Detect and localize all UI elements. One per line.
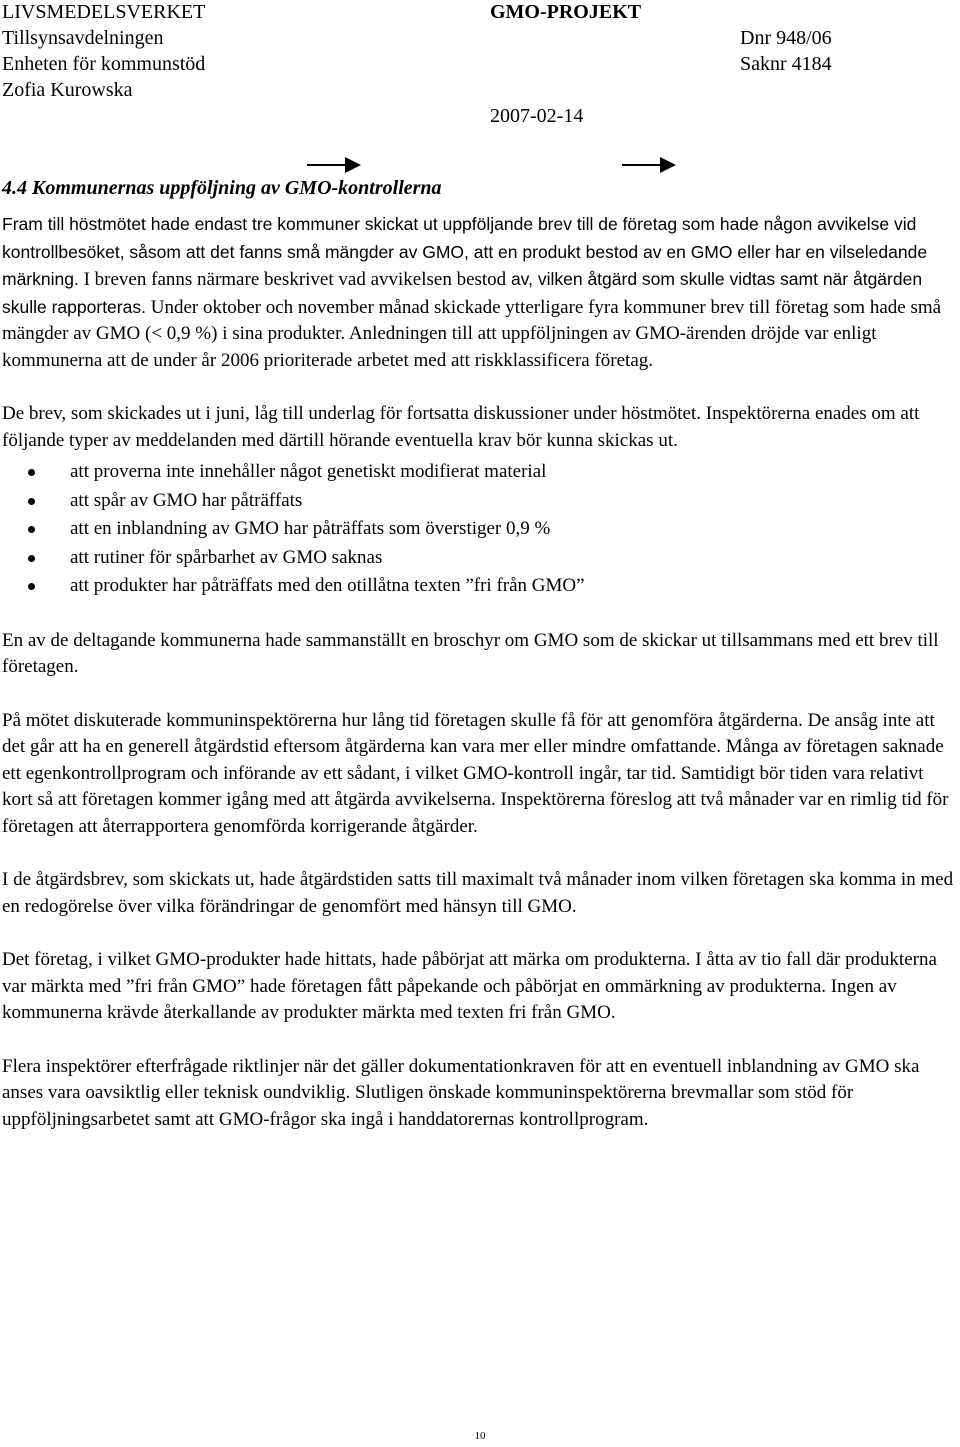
paragraph-segment: av, vilken åtgärd som skulle vidtas samt när åtgärden skulle rapporteras. xyxy=(2,269,923,317)
paragraph-message-types: De brev, som skickades ut i juni, låg till underlag för fortsatta diskussioner under höstmötet. Inspektörerna enades om att följande typer av meddelanden med därtill hörande eventuella krav bör kunna skickas ut. xyxy=(2,403,920,451)
list-item xyxy=(2,487,954,516)
list-item-text: att rutiner för spårbarhet av GMO saknas xyxy=(70,546,383,568)
list-item-text: att proverna inte innehåller något genetiskt modifierat material xyxy=(70,461,547,482)
author-name: Zofia Kurowska xyxy=(2,79,133,101)
org-name: LIVSMEDELSVERKET xyxy=(2,1,206,23)
list-item xyxy=(2,458,954,487)
bullet-icon xyxy=(28,583,35,590)
document-date: 2007-02-14 xyxy=(490,105,584,127)
header-reference-block xyxy=(740,25,832,77)
paragraph-relabelling: Det företag, i vilket GMO-produkter hade hittats, hade påbörjat att märka om produkterna. I åtta av tio fall där produkterna var märkta med ”fri från GMO” hade företagen fått påpekande och påbörjat en ommärkning av produkterna. Ingen av kommunerna krävde återkallande av produkter märkta med texten fri från GMO. xyxy=(2,949,937,1023)
arrow-right-icon xyxy=(622,155,678,175)
list-item xyxy=(2,544,954,573)
list-item-text: att spår av GMO har påträffats xyxy=(70,489,303,511)
list-item xyxy=(2,572,954,601)
case-number: Saknr 4184 xyxy=(740,53,832,75)
department-name: Tillsynsavdelningen xyxy=(2,27,164,49)
diary-number: Dnr 948/06 xyxy=(740,27,832,49)
paragraph-segment: Under oktober och november månad skickade ytterligare fyra kommuner brev till företag som hade små mängder av GMO (< 0,9 %) i sina produkter. Anledningen till att uppföljningen av GMO-ärenden dröjde var enligt kommunerna att de under år 2006 prioriterade arbetet med att riskklassificera företag. xyxy=(2,296,942,371)
bullet-icon xyxy=(28,555,35,562)
page-number: 10 xyxy=(474,1430,486,1442)
bullet-icon xyxy=(28,498,35,505)
section-heading: 4.4 Kommunernas uppföljning av GMO-kontrollerna xyxy=(2,177,442,199)
message-type-list xyxy=(2,458,954,601)
paragraph-segment: I breven fanns närmare beskrivet vad avvikelsen bestod xyxy=(78,269,511,290)
header-org-block xyxy=(2,0,205,103)
project-title: GMO-PROJEKT xyxy=(490,1,642,23)
paragraph-followup-letters xyxy=(2,211,954,374)
bullet-icon xyxy=(28,526,35,533)
bullet-icon xyxy=(28,469,35,476)
paragraph-segment: Fram till höstmötet hade endast tre kommuner skickat ut uppföljande brev till de företag som hade någon avvikelse vid kontrollbesöket, såsom att det fanns små mängder av GMO, att en produkt bestod av en GMO eller har en vilseledande märkning. xyxy=(2,214,928,289)
list-item-text: att en inblandning av GMO har påträffats som överstiger 0,9 % xyxy=(70,518,551,539)
arrow-right-icon xyxy=(307,155,363,175)
document-body xyxy=(2,175,954,1160)
unit-name: Enheten för kommunstöd xyxy=(2,53,206,75)
paragraph-guidelines: Flera inspektörer efterfrågade riktlinjer när det gäller dokumentationkraven för att en eventuell inblandning av GMO ska anses vara oavsiktlig eller teknisk oundviklig. Slutligen önskade kommuninspektörerna brevmallar som stöd för uppföljningsarbetet samt att GMO-frågor ska ingå i handdatorernas kontrollprogram. xyxy=(2,1055,920,1130)
list-item-text: att produkter har påträffats med den otillåtna texten ”fri från GMO” xyxy=(70,575,585,596)
paragraph-brochure: En av de deltagande kommunerna hade sammanställt en broschyr om GMO som de skickar ut tillsammans med ett brev till företagen. xyxy=(2,629,939,677)
list-item xyxy=(2,515,954,544)
paragraph-action-time: På mötet diskuterade kommuninspektörerna hur lång tid företagen skulle få för att genomföra åtgärderna. De ansåg inte att det går att ha en generell åtgärdstid eftersom åtgärderna kan vara mer eller mindre omfattande. Många av företagen saknade ett egenkontrollprogram och införande av ett sådant, i vilket GMO-kontroll ingår, tar tid. Samtidigt bör tiden vara relativt kort så att företagen kommer igång med att åtgärda avvikelserna. Inspektörerna föreslog att två månader var en rimlig tid för företagen att återrapportera genomförda korrigerande åtgärder. xyxy=(2,709,949,837)
paragraph-action-letters: I de åtgärdsbrev, som skickats ut, hade åtgärdstiden satts till maximalt två månader inom vilken företagen ska komma in med en redogörelse över vilka förändringar de genomfört med hänsyn till GMO. xyxy=(2,869,954,917)
